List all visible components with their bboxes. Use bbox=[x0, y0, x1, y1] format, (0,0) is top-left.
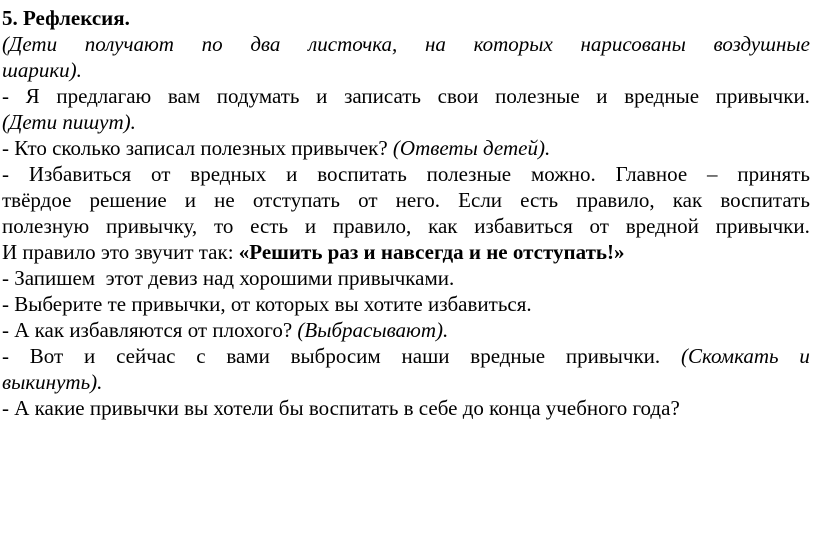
paragraph-line bbox=[2, 135, 810, 161]
word: как bbox=[428, 214, 458, 238]
word: воспитать bbox=[720, 188, 810, 212]
word: и bbox=[286, 162, 298, 186]
word: и bbox=[316, 84, 328, 108]
word: наши bbox=[401, 344, 450, 368]
word: полезную bbox=[2, 214, 90, 238]
word: вредных bbox=[190, 162, 267, 186]
word: привычку, bbox=[106, 214, 198, 238]
word: решение bbox=[89, 188, 167, 212]
word: - bbox=[2, 84, 9, 108]
word: то bbox=[213, 214, 234, 238]
word: два bbox=[250, 32, 281, 56]
word: Если bbox=[458, 188, 503, 212]
word: Я bbox=[25, 84, 40, 108]
word: от bbox=[358, 188, 378, 212]
word: Главное bbox=[615, 162, 688, 186]
word: полезные bbox=[426, 162, 512, 186]
paragraph-line bbox=[2, 187, 810, 213]
word: вам bbox=[167, 84, 201, 108]
word: вредные bbox=[624, 84, 700, 108]
word: можно. bbox=[530, 162, 596, 186]
paragraph-italic: (Выбрасывают). bbox=[297, 318, 449, 342]
word: и bbox=[184, 188, 197, 212]
paragraph-line bbox=[2, 317, 810, 343]
paragraph-line: - А какие привычки вы хотели бы воспитать в себе до конца учебного года? bbox=[2, 396, 680, 420]
paragraph-line: - Запишем этот девиз над хорошими привычками. bbox=[2, 266, 455, 290]
motto: «Решить раз и навсегда и не отступать!» bbox=[238, 240, 625, 264]
word: (Дети bbox=[2, 32, 58, 56]
word: есть bbox=[520, 188, 559, 212]
word: от bbox=[589, 214, 609, 238]
instruction-line bbox=[2, 31, 810, 57]
word: подумать bbox=[216, 84, 300, 108]
word: правило, bbox=[576, 188, 655, 212]
word: от bbox=[151, 162, 171, 186]
word: листочка, bbox=[308, 32, 398, 56]
word: Избавиться bbox=[28, 162, 132, 186]
word: и bbox=[304, 214, 317, 238]
word: избавиться bbox=[474, 214, 573, 238]
paragraph-text: - А как избавляются от плохого? bbox=[2, 318, 298, 342]
word: сейчас bbox=[116, 344, 176, 368]
italic-word: и bbox=[799, 344, 810, 368]
paragraph-line bbox=[2, 161, 810, 187]
word: Вот bbox=[29, 344, 64, 368]
paragraph-text: И правило это звучит так: bbox=[2, 240, 239, 264]
word: как bbox=[672, 188, 703, 212]
word: отступать bbox=[252, 188, 340, 212]
word: полезные bbox=[495, 84, 580, 108]
word: – bbox=[707, 162, 718, 186]
word: по bbox=[201, 32, 223, 56]
word: вами bbox=[226, 344, 270, 368]
word: вредные bbox=[470, 344, 546, 368]
section-heading: 5. Рефлексия. bbox=[2, 6, 130, 30]
word: воздушные bbox=[713, 32, 810, 56]
instruction-line-end: (Дети пишут). bbox=[2, 110, 136, 134]
word: - bbox=[2, 162, 9, 186]
word: с bbox=[196, 344, 206, 368]
word: выбросим bbox=[290, 344, 381, 368]
instruction-line-end: выкинуть). bbox=[2, 370, 103, 394]
word: вредной bbox=[625, 214, 699, 238]
word: и bbox=[84, 344, 96, 368]
word: есть bbox=[250, 214, 289, 238]
word: принять bbox=[737, 162, 810, 186]
paragraph-italic: (Ответы детей). bbox=[392, 136, 551, 160]
paragraph-line bbox=[2, 83, 810, 109]
word: свои bbox=[437, 84, 479, 108]
instruction-line-end: шарики). bbox=[2, 58, 82, 82]
word: получают bbox=[84, 32, 174, 56]
word: воспитать bbox=[317, 162, 407, 186]
word: привычки. bbox=[565, 344, 661, 368]
word: записать bbox=[344, 84, 421, 108]
paragraph-text: - Кто сколько записал полезных привычек? bbox=[2, 136, 393, 160]
word: привычки. bbox=[715, 84, 810, 108]
word: правило, bbox=[332, 214, 412, 238]
paragraph-line bbox=[2, 239, 810, 265]
word: предлагаю bbox=[56, 84, 152, 108]
word: нарисованы bbox=[580, 32, 686, 56]
paragraph-line bbox=[2, 213, 810, 239]
italic-word: (Скомкать bbox=[680, 344, 779, 368]
paragraph-line bbox=[2, 343, 810, 369]
paragraph-line: - Выберите те привычки, от которых вы хотите избавиться. bbox=[2, 292, 532, 316]
word: него. bbox=[395, 188, 441, 212]
word: твёрдое bbox=[2, 188, 72, 212]
word: на bbox=[424, 32, 446, 56]
word: которых bbox=[473, 32, 553, 56]
word: - bbox=[2, 344, 9, 368]
word: привычки. bbox=[715, 214, 810, 238]
word: и bbox=[596, 84, 608, 108]
word: не bbox=[214, 188, 235, 212]
